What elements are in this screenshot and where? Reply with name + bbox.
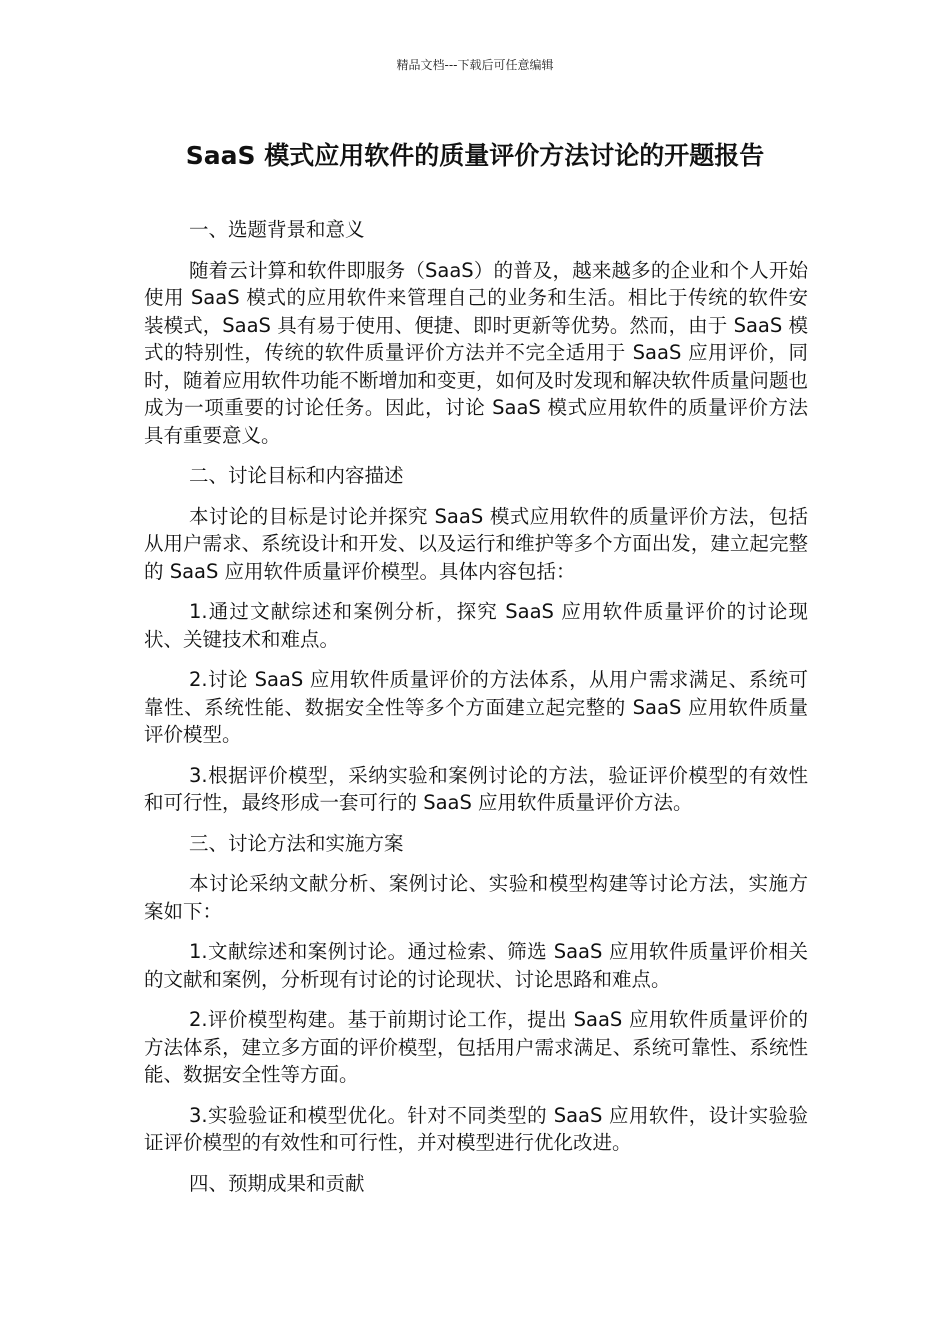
paragraph-objectives-intro: 本讨论的目标是讨论并探究 SaaS 模式应用软件的质量评价方法，包括从用户需求、系统设计和开发、以及运行和维护等多个方面出发，建立起完整的 SaaS 应用软件质量评价模型。具体内容包括： bbox=[144, 504, 808, 583]
section-heading-background: 一、选题背景和意义 bbox=[189, 218, 365, 241]
document-title: SaaS 模式应用软件的质量评价方法讨论的开题报告 bbox=[185, 141, 765, 170]
document-body bbox=[144, 216, 808, 1210]
section-heading-methods: 三、讨论方法和实施方案 bbox=[189, 831, 404, 855]
list-item-method-2: 2.评价模型构建。基于前期讨论工作，提出 SaaS 应用软件质量评价的方法体系，建立多方面的评价模型，包括用户需求满足、系统可靠性、系统性能、数据安全性等方面。 bbox=[144, 1008, 808, 1086]
list-item-objective-1: 1.通过文献综述和案例分析，探究 SaaS 应用软件质量评价的讨论现状、关键技术和难点。 bbox=[144, 600, 808, 651]
list-item-objective-2: 2.讨论 SaaS 应用软件质量评价的方法体系，从用户需求满足、系统可靠性、系统性能、数据安全性等多个方面建立起完整的 SaaS 应用软件质量评价模型。 bbox=[144, 668, 808, 746]
page-header-watermark: 精品文档---下载后可任意编辑 bbox=[396, 58, 554, 72]
section-heading-outcomes: 四、预期成果和贡献 bbox=[189, 1171, 365, 1195]
paragraph-background: 随着云计算和软件即服务（SaaS）的普及，越来越多的企业和个人开始使用 SaaS 模式的应用软件来管理自己的业务和生活。相比于传统的软件安装模式，SaaS 具有易于使用、便捷、即时更新等优势。然而，由于 SaaS 模式的特别性，传统的软件质量评价方法并不完全适用于 SaaS 应用评价，同时，随着应用软件功能不断增加和变更，如何及时发现和解决软件质量问题也成为一项重要的讨论任务。因此，讨论 SaaS 模式应用软件的质量评价方法具有重要意义。 bbox=[144, 258, 808, 447]
list-item-objective-3: 3.根据评价模型，采纳实验和案例讨论的方法，验证评价模型的有效性和可行性，最终形成一套可行的 SaaS 应用软件质量评价方法。 bbox=[144, 763, 808, 814]
section-heading-objectives: 二、讨论目标和内容描述 bbox=[189, 464, 404, 487]
paragraph-methods-intro: 本讨论采纳文献分析、案例讨论、实验和模型构建等讨论方法，实施方案如下： bbox=[144, 872, 808, 923]
list-item-method-1: 1.文献综述和案例讨论。通过检索、筛选 SaaS 应用软件质量评价相关的文献和案例，分析现有讨论的讨论现状、讨论思路和难点。 bbox=[144, 940, 808, 991]
list-item-method-3: 3.实验验证和模型优化。针对不同类型的 SaaS 应用软件，设计实验验证评价模型的有效性和可行性，并对模型进行优化改进。 bbox=[144, 1103, 808, 1154]
